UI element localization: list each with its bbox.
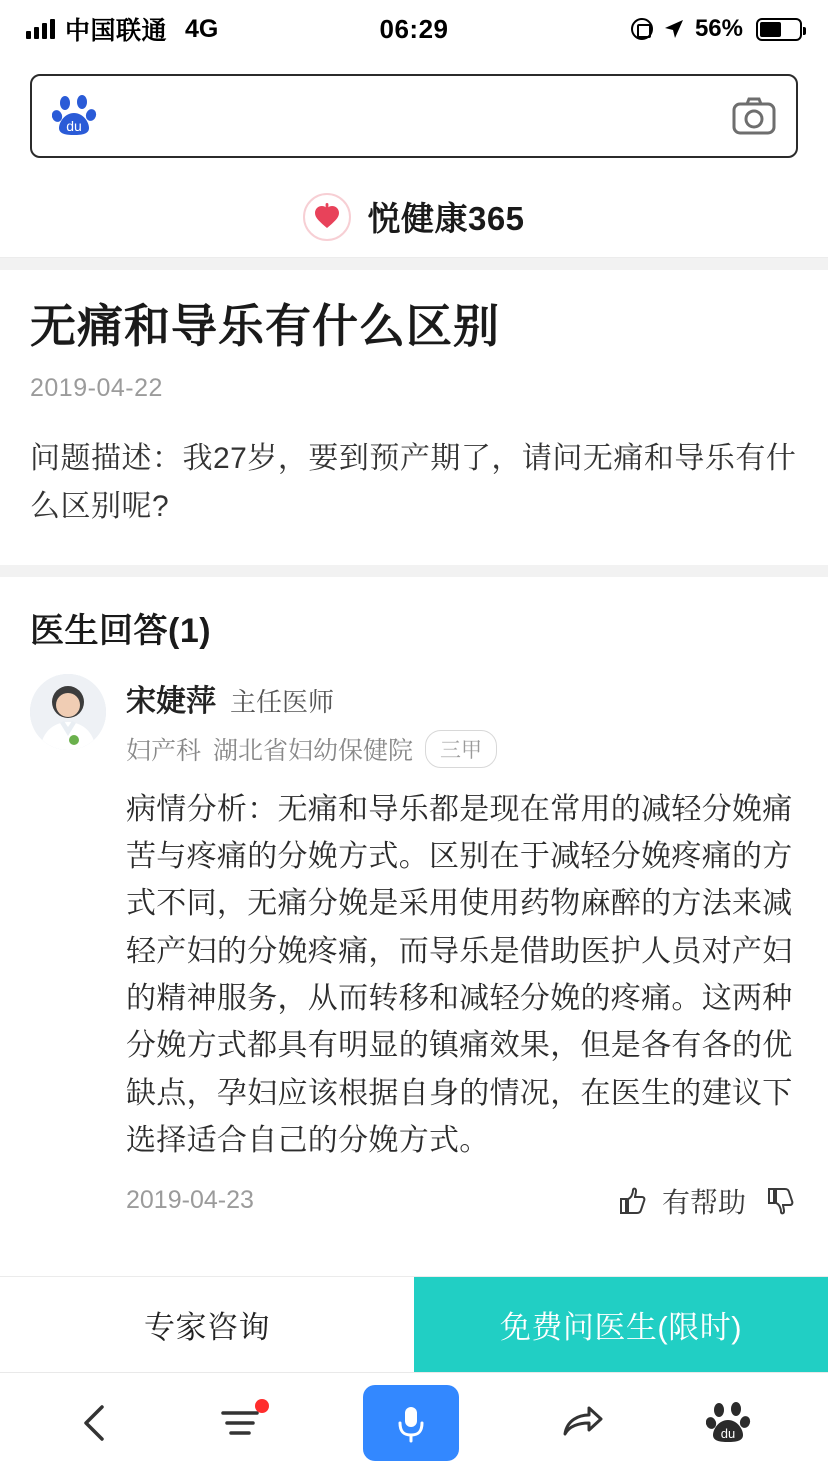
section-divider-top <box>0 258 828 270</box>
doctor-secondary-row <box>126 730 497 768</box>
lock-rotation-icon <box>631 18 653 40</box>
doctor-title: 主任医师 <box>230 686 335 717</box>
doctor-name: 宋婕萍 <box>126 684 216 718</box>
microphone-icon <box>393 1402 429 1444</box>
search-bar-container <box>0 58 828 176</box>
search-input[interactable] <box>98 100 732 132</box>
question-block <box>0 270 828 565</box>
signal-bars-icon <box>26 19 55 39</box>
doctor-meta <box>126 674 497 768</box>
svg-text:du: du <box>720 1425 735 1441</box>
search-box[interactable] <box>30 74 798 158</box>
answer-footer <box>126 1181 798 1221</box>
share-button[interactable] <box>559 1403 605 1443</box>
status-bar-right <box>631 15 802 43</box>
page-title: 无痛和导乐有什么区别 <box>30 300 500 352</box>
doctor-info[interactable] <box>30 674 798 768</box>
svg-text:du: du <box>66 118 82 134</box>
cta-bar <box>0 1276 828 1372</box>
expert-consult-button[interactable]: 专家咨询 <box>0 1277 414 1372</box>
section-divider-middle <box>0 565 828 577</box>
battery-percent-label: 56% <box>694 15 743 42</box>
answer-actions <box>616 1181 798 1221</box>
battery-icon <box>756 18 802 41</box>
status-bar <box>0 0 828 58</box>
question-date: 2019-04-22 <box>30 373 163 402</box>
question-description: 问题描述：我27岁，要到预产期了，请问无痛和导乐有什么区别呢? <box>30 441 797 523</box>
baidu-du-logo-icon <box>52 93 98 139</box>
menu-badge-dot <box>255 1399 269 1413</box>
helpful-label: 有帮助 <box>661 1186 746 1218</box>
share-icon <box>559 1403 605 1443</box>
status-bar-left <box>26 11 218 47</box>
voice-search-button[interactable] <box>363 1385 459 1461</box>
browser-toolbar <box>0 1372 828 1472</box>
back-button[interactable] <box>76 1401 116 1445</box>
menu-button[interactable] <box>217 1403 263 1443</box>
status-bar-time: 06:29 <box>379 13 449 44</box>
baidu-home-button[interactable] <box>706 1400 752 1446</box>
site-header[interactable] <box>0 176 828 258</box>
doctor-department: 妇产科 <box>126 736 202 765</box>
doctor-hospital: 湖北省妇幼保健院 <box>213 736 414 765</box>
answers-section <box>0 577 828 1221</box>
hospital-level-badge: 三甲 <box>425 730 497 768</box>
site-name-label: 悦健康365 <box>367 200 525 237</box>
location-arrow-icon <box>662 17 686 41</box>
doctor-primary-row <box>126 676 497 720</box>
answers-heading: 医生回答(1) <box>30 611 212 650</box>
camera-icon[interactable] <box>732 97 776 135</box>
avatar <box>30 674 106 750</box>
network-type-label: 4G <box>185 14 219 43</box>
helpful-button[interactable] <box>616 1181 746 1221</box>
thumbs-down-icon[interactable] <box>764 1184 798 1218</box>
thumbs-up-icon <box>616 1184 650 1218</box>
answer-content: 病情分析：无痛和导乐都是现在常用的减轻分娩痛苦与疼痛的分娩方式。区别在于减轻分娩疼痛的方式不同，无痛分娩是采用使用药物麻醉的方法来减轻产妇的分娩疼痛，而导乐是借助医护人员对产妇的精神服务，从而转移和减轻分娩的疼痛。这两种分娩方式都具有明显的镇痛效果，但是各有各的优缺点，孕妇应该根据自身的情况，在医生的建议下选择适合自己的分娩方式。 <box>126 792 793 1158</box>
answer-date: 2019-04-23 <box>126 1186 254 1215</box>
yuejiankang-logo-icon <box>303 193 351 241</box>
free-ask-doctor-button[interactable]: 免费问医生(限时) <box>414 1277 828 1372</box>
carrier-label: 中国联通 <box>65 17 168 45</box>
back-icon <box>76 1401 116 1445</box>
baidu-home-icon <box>706 1400 752 1446</box>
